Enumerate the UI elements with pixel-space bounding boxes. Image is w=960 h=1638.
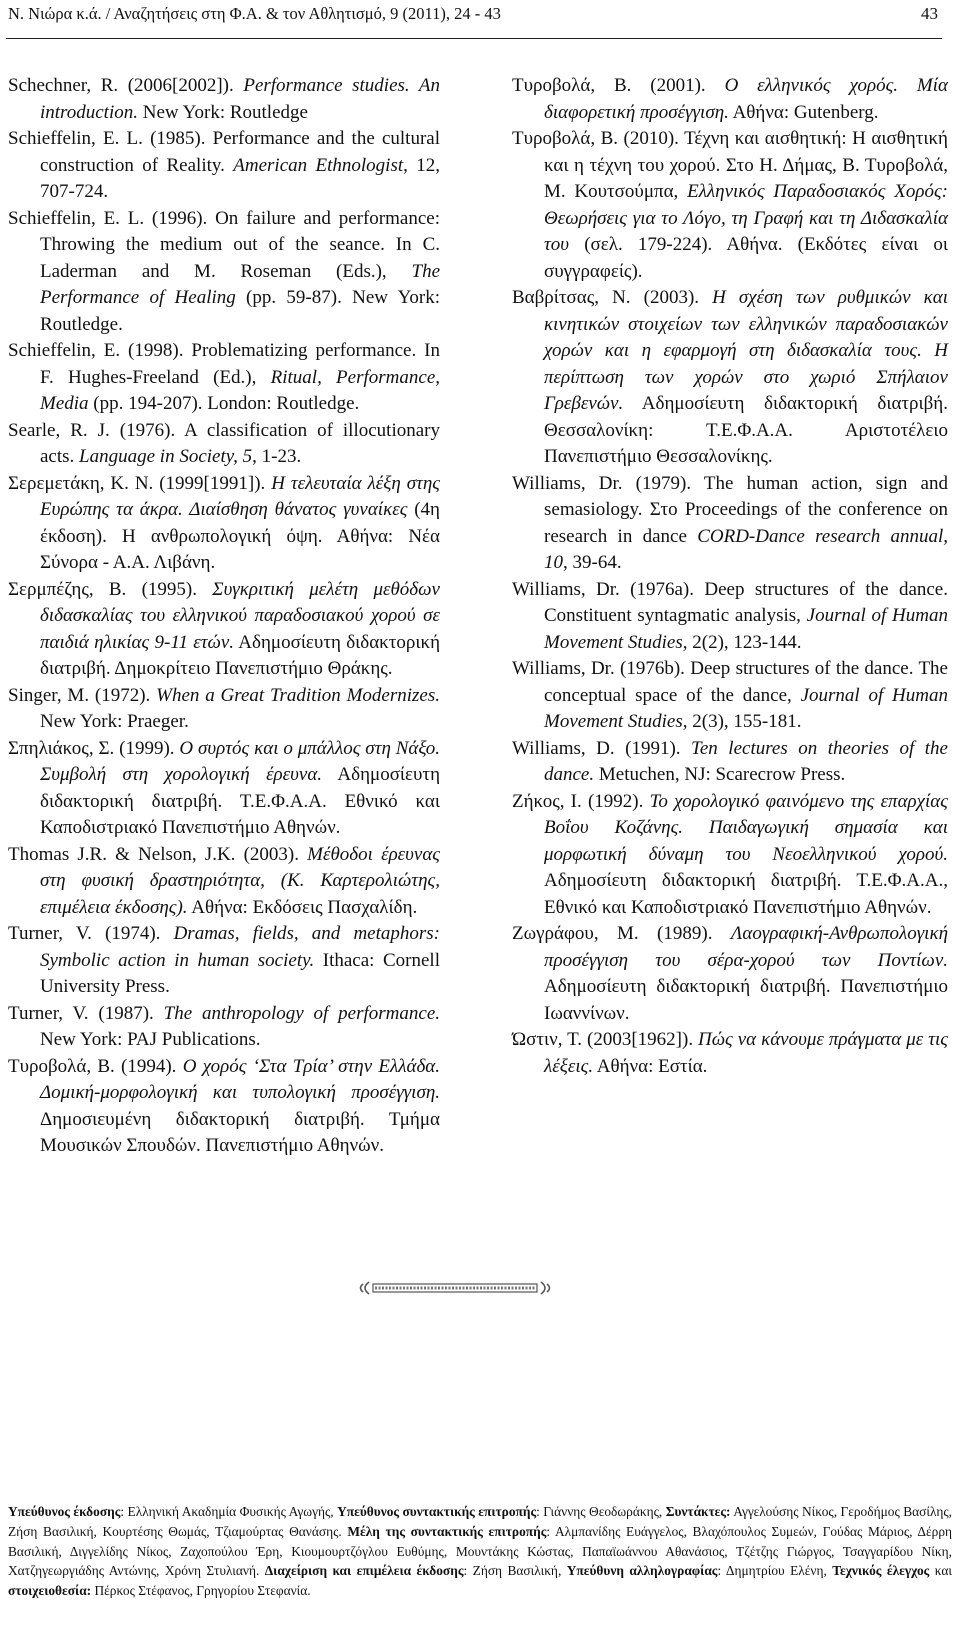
reference-entry: Searle, R. J. (1976). A classification of illocutionary acts. Language in Society, 5, 1-23. — [8, 419, 440, 467]
reference-entry: Τυροβολά, Β. (1994). Ο χορός ‘Στα Τρία’ στην Ελλάδα. Δομική-μορφολογική και τυπολογική προσέγγιση. Δημοσιευμένη διδακτορική διατριβή. Τμήμα Μουσικών Σπουδών. Πανεπιστήμιο Αθηνών. — [8, 1055, 440, 1156]
reference-entry: Williams, Dr. (1976a). Deep structures of the dance. Constituent syntagmatic analysis, Journal of Human Movement Studies, 2(2), 123-144. — [512, 578, 948, 653]
reference-entry: Σερεμετάκη, Κ. Ν. (1999[1991]). Η τελευταία λέξη στης Ευρώπης τα άκρα. Διαίσθηση θάνατος γυναίκες (4η έκδοση). Η ανθρωπολογική όψη. Αθήνα: Νέα Σύνορα - Α.Α. Λιβάνη. — [8, 472, 440, 573]
reference-entry: Ζήκος, Ι. (1992). Το χορολογικό φαινόμενο της επαρχίας Βοΐου Κοζάνης. Παιδαγωγική σημασία και μορφωτική δύναμη του Νεοελληνικού χορού. Αδημοσίευτη διδακτορική διατριβή. Τ.Ε.Φ.Α.Α., Εθνικό και Καποδιστριακό Πανεπιστήμιο Αθηνών. — [512, 790, 948, 918]
reference-entry: Turner, V. (1987). The anthropology of performance. New York: PAJ Publications. — [8, 1002, 440, 1050]
reference-entry: Σπηλιάκος, Σ. (1999). Ο συρτός και ο μπάλλος στη Νάξο. Συμβολή στη χορολογική έρευνα. Αδημοσίευτη διδακτορική διατριβή. Τ.Ε.Φ.Α.Α. Εθνικό και Καποδιστριακό Πανεπιστήμιο Αθηνών. — [8, 737, 441, 838]
reference-entry: Schieffelin, E. (1998). Problematizing performance. In F. Hughes-Freeland (Ed.), Ritual, Performance, Media (pp. 194-207). London: Routledge. — [8, 340, 440, 414]
reference-entry: Schechner, R. (2006[2002]). Performance studies. An introduction. New York: Routledge — [8, 75, 440, 123]
decorative-ornament-icon — [355, 1278, 555, 1298]
reference-entry: Schieffelin, E. L. (1985). Performance and the cultural construction of Reality. American Ethnologist, 12, 707-724. — [8, 128, 440, 202]
running-header-citation: Ν. Νιώρα κ.ά. / Αναζητήσεις στη Φ.Α. & τον Αθλητισμό, 9 (2011), 24 - 43 — [8, 4, 501, 23]
reference-entry: Williams, Dr. (1979). The human action, sign and semasiology. Στο Proceedings of the conference on research in dance CORD-Dance research annual, 10, 39-64. — [512, 472, 948, 573]
reference-entry: Thomas J.R. & Nelson, J.K. (2003). Μέθοδοι έρευνας στη φυσική δραστηριότητα, (Κ. Καρτερολιώτης, επιμέλεια έκδοσης). Αθήνα: Εκδόσεις Πασχαλίδη. — [8, 843, 441, 918]
reference-entry: Ζωγράφου, Μ. (1989). Λαογραφική-Ανθρωπολογική προσέγγιση του σέρα-χορού των Ποντίων. Αδημοσίευτη διδακτορική διατριβή. Πανεπιστήμιο Ιωαννίνων. — [512, 923, 948, 1024]
references-column-left — [8, 73, 440, 1160]
reference-entry: Williams, Dr. (1976b). Deep structures of the dance. The conceptual space of the dance, Journal of Human Movement Studies, 2(3), 155-181. — [512, 658, 949, 732]
reference-entry: Ώστιν, Τ. (2003[1962]). Πώς να κάνουμε πράγματα με τις λέξεις. Αθήνα: Εστία. — [512, 1029, 948, 1077]
reference-entry: Turner, V. (1974). Dramas, fields, and metaphors: Symbolic action in human society. Ithaca: Cornell University Press. — [8, 923, 440, 997]
page-number: 43 — [921, 4, 938, 23]
reference-entry: Singer, M. (1972). When a Great Tradition Modernizes. New York: Praeger. — [8, 684, 440, 732]
reference-entry: Τυροβολά, Β. (2010). Τέχνη και αισθητική: Η αισθητική και η τέχνη του χορού. Στο Η. Δήμας, Β. Τυροβολά, Μ. Κουτσούμπα, Ελληνικός Παραδοσιακός Χορός: Θεωρήσεις για το Λόγο, τη Γραφή και τη Διδασκαλία του (σελ. 179-224). Αθήνα. (Εκδότες είναι οι συγγραφείς). — [512, 128, 948, 282]
reference-entry: Τυροβολά, Β. (2001). Ο ελληνικός χορός. Μία διαφορετική προσέγγιση. Αθήνα: Gutenberg. — [512, 75, 948, 123]
reference-entry: Βαβρίτσας, Ν. (2003). Η σχέση των ρυθμικών και κινητικών στοιχείων των ελληνικών παραδοσιακών χορών και η εφαρμογή στη διδασκαλία τους. Η περίπτωση των χορών στο χωριό Σπήλαιον Γρεβενών. Αδημοσίευτη διδακτορική διατριβή. Θεσσαλονίκη: Τ.Ε.Φ.Α.Α. Αριστοτέλειο Πανεπιστήμιο Θεσσαλονίκης. — [512, 287, 948, 467]
reference-entry: Σερμπέζης, Β. (1995). Συγκριτική μελέτη μεθόδων διδασκαλίας του ελληνικού παραδοσιακού χορού σε παιδιά ηλικίας 9-11 ετών. Αδημοσίευτη διδακτορική διατριβή. Δημοκρίτειο Πανεπιστήμιο Θράκης. — [8, 578, 440, 679]
references-column-right — [512, 73, 948, 1080]
header-divider — [6, 38, 942, 39]
reference-entry: Schieffelin, E. L. (1996). On failure and performance: Throwing the medium out of the seance. In C. Laderman and M. Roseman (Eds.), The Performance of Healing (pp. 59-87). New York: Routledge. — [8, 207, 440, 335]
reference-entry: Williams, D. (1991). Ten lectures on theories of the dance. Metuchen, NJ: Scarecrow Press. — [512, 737, 948, 785]
editorial-footer: Υπεύθυνος έκδοσης: Ελληνική Ακαδημία Φυσικής Αγωγής, Υπεύθυνος συντακτικής επιτροπής: Γιάννης Θεοδωράκης, Συντάκτες: Αγγελούσης Νίκος, Γεροδήμος Βασίλης, Ζήση Βασιλική, Κουρτέσης Θωμάς, Τζιαμούρτας Θανάσης. Μέλη της συντακτικής επιτροπής: Αλμπανίδης Ευάγγελος, Βλαχόπουλος Συμεών, Γούδας Μάριος, Δέρρη Βασιλική, Διγγελίδης Νίκος, Ζαχοπούλου Έρη, Κιουμουρτζόγλου Ευθύμης, Μουντάκης Κώστας, Παπαϊωάννου Αθανάσιος, Τζέτζης Γιώργος, Τσαγγαρίδου Νίκη, Χατζηγεωργιάδης Αντώνης, Χρόνη Στυλιανή. Διαχείριση και επιμέλεια έκδοσης: Ζήση Βασιλική, Υπεύθυνη αλληλογραφίας: Δημητρίου Ελένη, Τεχνικός έλεγχος και στοιχειοθεσία: Πέρκος Στέφανος, Γρηγορίου Στεφανία. — [8, 1504, 953, 1599]
